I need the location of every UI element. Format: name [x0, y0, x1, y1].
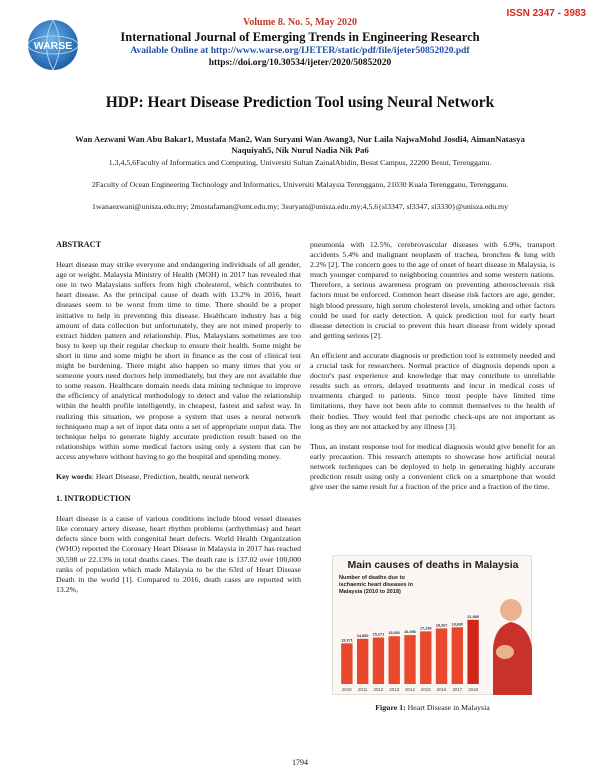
x-tick-2014: 2014	[405, 687, 415, 692]
x-tick-2010: 2010	[341, 687, 352, 692]
introduction-text: Heart disease is a cause of various conditions include blood vessel diseases like coronary artery disease, heart rhythm problems (arrhythmias) and heart defects since born with congenital heart defects. World Health Organization (WHO) reported the Coronary Heart Disease in Malaysia in 2017 has reached 30,598 or 22.13% in total deaths cases. The death rate is 137.02 over 100,000 ranks of population which made Malaysia to be the 63rd of Heart Disease Death in the world [1]. Compared to 2016, death cases are reported with 13.2%,	[56, 514, 301, 594]
abstract-text: Heart disease may strike everyone and endangering individuals of all gender, age or weight. Malaysia Ministry of Health (MOH) in 2017 has revealed that one in two Malaysians suffers from high cholesterol, which contributes to heart disease. As the principal cause of death with 13.2% in 2016, heart diseases seem to be worst from time to time. There should be a proper initiative to help in preventing this disease. Healthcare industry has a big amount of data collection but unfortunately, they are not mined properly to extract hidden pattern and relationship. Plus, Malaysians sometimes are too busy to keep up their regular checkup to ensure their health. Some might be short in time and some might be short in finance as the cost of clinical test might be burdening. There might also happen so many times that you or someone yours need doctors help immediately, but they are not available due to some reason. Healthcare domain needs data mining technique to improve the efficiency of analytical methodology to detect and value the relationship within the health profile intelligently, in cheapest, fastest and safest way. In realizing this situation, we propose a system that uses a neural network techniqueto map a set of input data onto a set of appropriate output data. The technique helps to generate highly accurate prediction result based on the relationships within some medical factors using only a system that can be access anywhere without having to go the hospital and spending money.	[56, 260, 301, 461]
figure-title: Main causes of deaths in Malaysia	[347, 559, 519, 571]
bar-chart	[333, 556, 533, 696]
bar-2010	[341, 643, 352, 684]
page-number: 1794	[292, 758, 308, 767]
data-label-2016: 18,267	[435, 623, 448, 628]
bar-2014	[404, 635, 415, 684]
x-tick-2011: 2011	[357, 687, 368, 692]
figure-subtitle: Number of deaths due to ischaemic heart diseases in Malaysia (2010 to 2018)	[339, 575, 414, 595]
paper-title: HDP: Heart Disease Prediction Tool using Neural Network	[105, 94, 495, 111]
volume-label: Volume 8. No. 5, May 2020	[242, 17, 358, 28]
keywords-label: Key words	[56, 471, 92, 481]
paragraph-1: pneumonia with 12.5%, cerebrovascular diseases with 6.9%, transport accidents 5.4% and malignant neoplasm of trachea, bronchus & lung with 2.2% [2]. The concern goes to the age of onset of heart disease in Malaysia, is much younger compared to neighboring countries and some western nations. Therefore, a serious awareness program on preventing atherosclerosis risk factors must be enforced. Common heart disease risk factors are age, gender, high blood pressure, high serum cholesterol levels, smoking and other factors could be used for early detection. A quick prediction tool for early heart disease detection is crucial to prevent this heart disease from widely spread and getting serious [2].	[310, 240, 555, 340]
data-label-2018: 21,085	[467, 614, 479, 619]
figure-caption-label: Figure 1:	[375, 703, 406, 712]
bar-2017	[452, 627, 463, 684]
logo-text: WARSE	[33, 40, 73, 52]
bar-2018	[467, 620, 478, 684]
bar-2013	[389, 636, 400, 684]
right-column	[310, 240, 555, 492]
bar-2012	[373, 638, 384, 684]
bar-2015	[420, 631, 431, 684]
paragraph-2: An efficient and accurate diagnosis or prediction tool is extremely needed and a crucial task for researchers. Normal practice of diagnosis depends upon a doctor's past experience and knowledge that may contribute to unreliable results such as errors, delayed treatments and incur in medical costs of treatments charged to patients. Since most people have limited time limitations, they have not been able to commit themselves to the health of their bodies. They would feel that periodic check-ups are not important as long as they are not attacked by any illness [3].	[310, 350, 555, 431]
journal-name: International Journal of Emerging Trends in Engineering Research	[120, 30, 480, 44]
author-emails: 1wanaezwani@unisza.edu.my; 2mustafaman@umt.edu.my; 3suryani@unisza.edu.my;4,5,6{sl3347, sl3347, sl3330}@unisza.edu.my	[91, 202, 509, 211]
keywords	[56, 472, 301, 482]
abstract-heading: ABSTRACT	[56, 240, 102, 249]
affiliation-1: 1,3,4,5,6Faculty of Informatics and Computing, Universiti Sultan ZainalAbidin, Besut Campus, 22200 Besut, Terengganu.	[108, 158, 492, 167]
data-label-2014: 16,056	[404, 630, 416, 635]
data-label-2015: 17,296	[419, 626, 432, 631]
keywords-text: : Heart Disease, Prediction, health, neural network	[91, 471, 250, 481]
introduction-heading: 1. INTRODUCTION	[56, 494, 131, 504]
x-tick-2017: 2017	[452, 687, 463, 692]
author-list: Wan Aezwani Wan Abu Bakar1, Mustafa Man2, Wan Suryani Wan Awang3, Nur Laila NajwaMohd Josdi4, AimanNatasya Naquiyah5, Nik Nurul Nadia Nik Pa6	[75, 134, 525, 155]
affiliation-2: 2Faculty of Ocean Engineering Technology and Informatics, Universiti Malaysia Terengganu, 21030 Kuala Terengganu, Terengganu.	[91, 180, 509, 189]
figure-caption-text: Heart Disease in Malaysia	[405, 703, 490, 712]
paragraph-3: Thus, an instant response tool for medical diagnosis would give benefit for an early precaution. This research attempts to showcase how artificial neural network techniques can be deployed to help in generating highly accurate prediction result using only a convenient click on a smartphone that would give user the same result for a fraction of the price and a fraction of the time.	[310, 441, 555, 492]
data-label-2010: 13,371	[341, 638, 353, 643]
bar-2011	[357, 639, 368, 684]
x-tick-2018: 2018	[468, 687, 479, 692]
doi-link[interactable]: https://doi.org/10.30534/ijeter/2020/50852020	[208, 58, 392, 68]
data-label-2012: 15,271	[372, 632, 385, 637]
figure-caption	[310, 703, 555, 712]
x-tick-2012: 2012	[373, 687, 384, 692]
x-tick-2015: 2015	[420, 687, 431, 692]
data-label-2013: 15,692	[388, 631, 401, 636]
x-tick-2013: 2013	[389, 687, 400, 692]
x-tick-2016: 2016	[436, 687, 447, 692]
available-online-link[interactable]: Available Online at http://www.warse.org/IJETER/static/pdf/file/ijeter50852020.pdf	[130, 46, 470, 56]
figure-1	[332, 555, 532, 695]
chest-pain-illustration	[493, 599, 532, 695]
data-label-2017: 18,630	[451, 622, 464, 627]
issn-label: ISSN 2347 - 3983	[506, 8, 586, 19]
bar-2016	[436, 628, 447, 684]
data-label-2011: 14,850	[356, 633, 369, 638]
abstract-section	[56, 240, 301, 595]
